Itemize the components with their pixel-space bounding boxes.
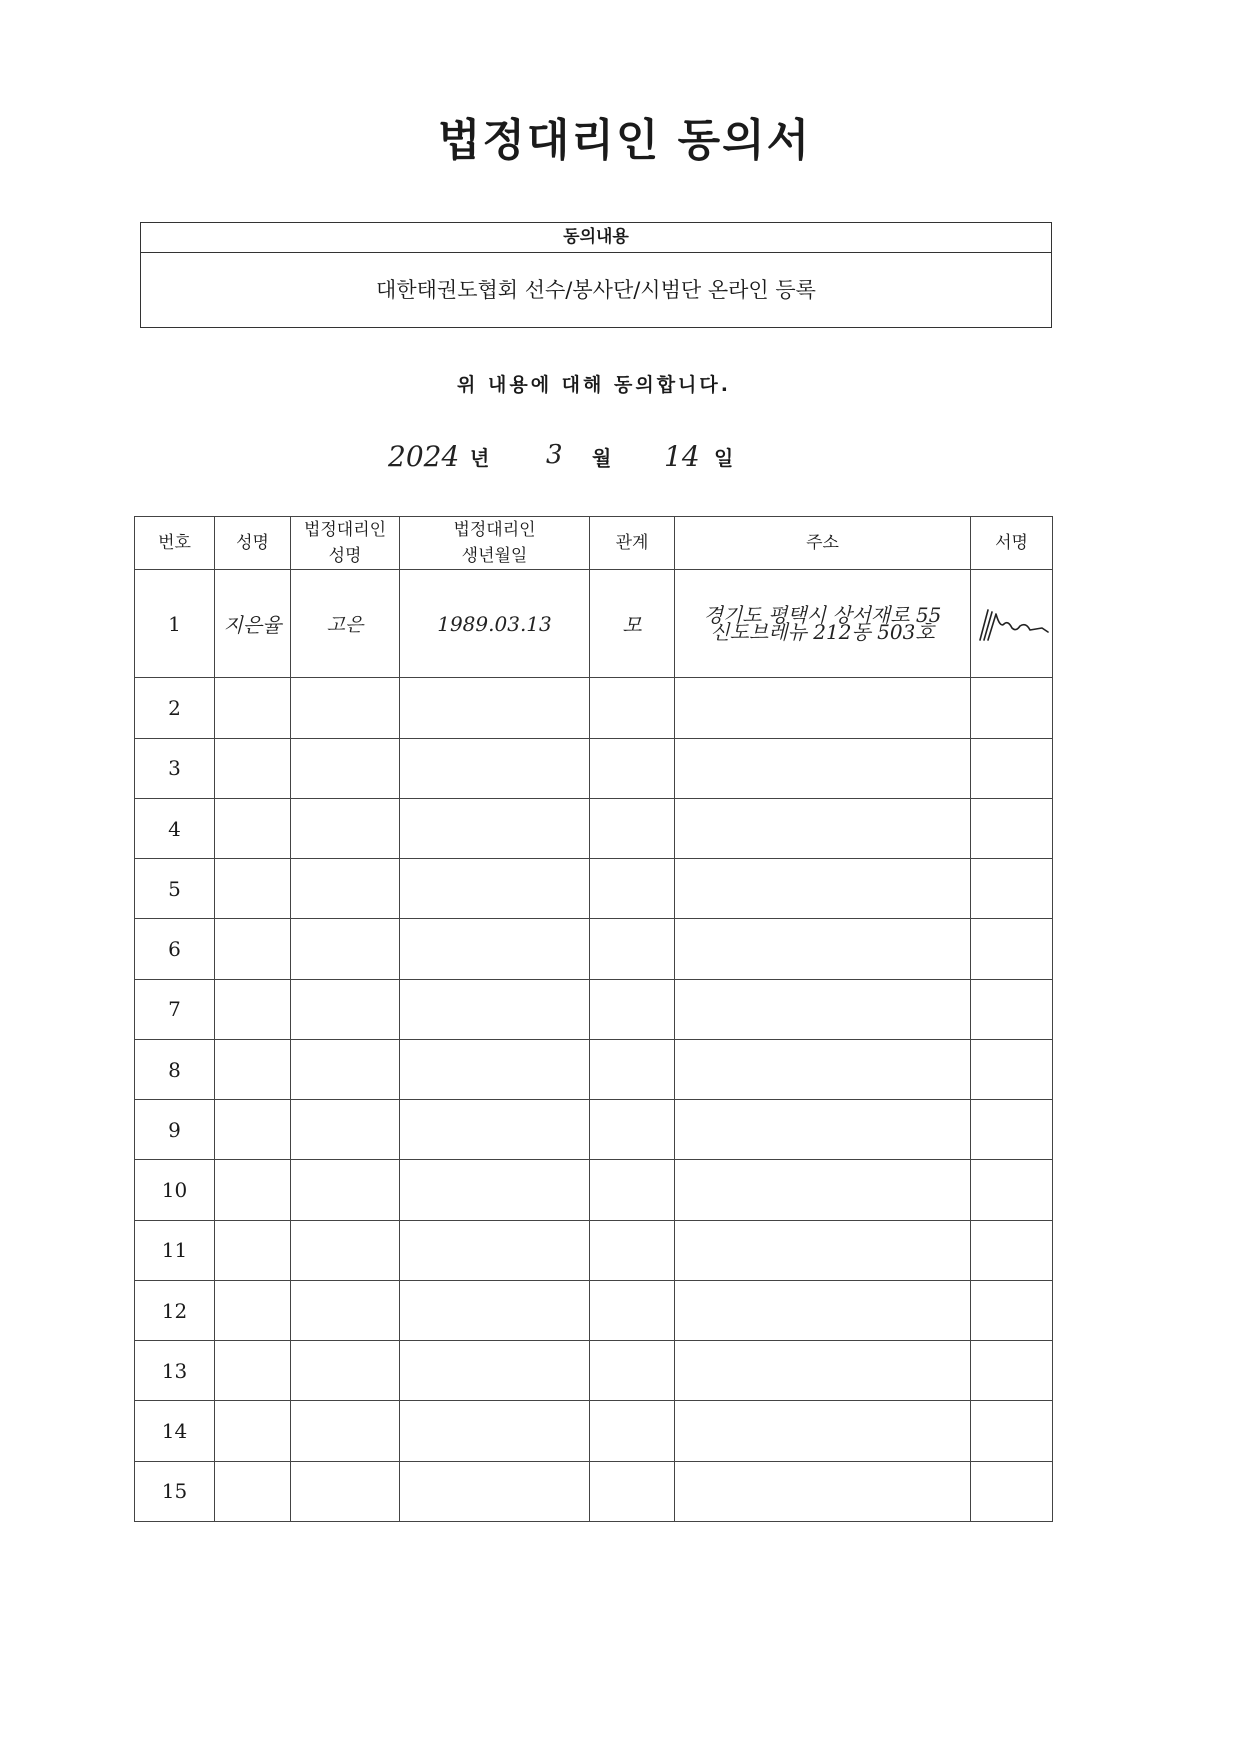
row-name <box>215 979 291 1039</box>
row-name <box>215 1280 291 1340</box>
row-address-line1: 경기도 평택시 상서재로 55 <box>703 602 942 627</box>
row-name <box>215 678 291 738</box>
row-signature <box>971 1461 1053 1521</box>
table-row <box>135 798 1053 858</box>
table-row <box>135 1401 1053 1461</box>
row-number: 14 <box>135 1401 215 1461</box>
header-guardian-name <box>291 517 400 570</box>
row-signature <box>971 1039 1053 1099</box>
table-row <box>135 678 1053 738</box>
row-name <box>215 798 291 858</box>
row-relation <box>590 919 675 979</box>
header-signature: 서명 <box>971 517 1053 570</box>
header-address: 주소 <box>675 517 971 570</box>
header-guardian-birth <box>400 517 590 570</box>
consent-box <box>140 222 1052 328</box>
row-guardian-name <box>291 798 400 858</box>
row-address <box>675 1401 971 1461</box>
date-year-label: 년 <box>470 446 490 470</box>
row-guardian-birth <box>400 1100 590 1160</box>
row-guardian-name <box>291 1100 400 1160</box>
header-relation: 관계 <box>590 517 675 570</box>
row-guardian-name: 고은 <box>291 570 400 678</box>
table-row <box>135 1039 1053 1099</box>
row-relation <box>590 1160 675 1220</box>
row-signature <box>971 979 1053 1039</box>
row-guardian-birth <box>400 1039 590 1099</box>
row-relation <box>590 979 675 1039</box>
table-row <box>135 738 1053 798</box>
row-relation: 모 <box>590 570 675 678</box>
row-number: 15 <box>135 1461 215 1521</box>
row-signature <box>971 678 1053 738</box>
row-number: 7 <box>135 979 215 1039</box>
row-signature <box>971 919 1053 979</box>
row-address <box>675 859 971 919</box>
row-number: 13 <box>135 1341 215 1401</box>
row-number: 1 <box>135 570 215 678</box>
date-day: 14 <box>664 440 700 473</box>
row-guardian-birth <box>400 738 590 798</box>
handwritten-signature <box>974 602 1050 646</box>
row-signature <box>971 738 1053 798</box>
row-guardian-name <box>291 979 400 1039</box>
row-guardian-birth: 1989.03.13 <box>400 570 590 678</box>
row-guardian-name <box>291 678 400 738</box>
row-name <box>215 1039 291 1099</box>
row-address <box>675 738 971 798</box>
row-name <box>215 1100 291 1160</box>
date-month: 3 <box>546 440 563 470</box>
date-year: 2024 <box>388 440 460 473</box>
row-guardian-name <box>291 1401 400 1461</box>
header-guardian-name-line2: 성명 <box>328 546 362 566</box>
row-relation <box>590 1220 675 1280</box>
agree-statement: 위 내용에 대해 동의합니다. <box>457 374 731 396</box>
row-number: 11 <box>135 1220 215 1280</box>
row-guardian-birth <box>400 1280 590 1340</box>
row-address <box>675 1280 971 1340</box>
header-no: 번호 <box>135 517 215 570</box>
row-signature <box>971 859 1053 919</box>
table-header-row <box>135 517 1053 570</box>
document-title: 법정대리인 동의서 <box>437 115 812 166</box>
row-signature <box>971 1341 1053 1401</box>
row-address <box>675 1220 971 1280</box>
row-relation <box>590 1401 675 1461</box>
row-guardian-name <box>291 1341 400 1401</box>
row-guardian-birth <box>400 678 590 738</box>
table-row <box>135 979 1053 1039</box>
table-row <box>135 919 1053 979</box>
row-address <box>675 1461 971 1521</box>
row-name: 지은율 <box>215 570 291 678</box>
row-signature <box>971 1100 1053 1160</box>
row-relation <box>590 678 675 738</box>
row-guardian-birth <box>400 1341 590 1401</box>
row-guardian-birth <box>400 859 590 919</box>
table-row <box>135 1461 1053 1521</box>
table-row <box>135 1220 1053 1280</box>
row-guardian-birth <box>400 1461 590 1521</box>
header-name: 성명 <box>215 517 291 570</box>
row-guardian-name <box>291 1160 400 1220</box>
row-address <box>675 1160 971 1220</box>
row-name <box>215 919 291 979</box>
row-name <box>215 1401 291 1461</box>
row-guardian-birth <box>400 919 590 979</box>
row-relation <box>590 1280 675 1340</box>
row-guardian-name <box>291 738 400 798</box>
row-guardian-birth <box>400 979 590 1039</box>
row-relation <box>590 1341 675 1401</box>
row-name <box>215 1461 291 1521</box>
row-address <box>675 919 971 979</box>
table-row <box>135 1100 1053 1160</box>
row-guardian-birth <box>400 1401 590 1461</box>
row-address <box>675 798 971 858</box>
table-row <box>135 1160 1053 1220</box>
row-guardian-birth <box>400 1220 590 1280</box>
header-guardian-birth-line1: 법정대리인 <box>453 520 536 540</box>
row-address <box>675 1039 971 1099</box>
row-address-line2: 신도브레뉴 212동 503호 <box>710 619 935 644</box>
row-signature <box>971 1401 1053 1461</box>
row-guardian-birth <box>400 1160 590 1220</box>
row-relation <box>590 1461 675 1521</box>
row-number: 5 <box>135 859 215 919</box>
row-address <box>675 678 971 738</box>
consent-body: 대한태권도협회 선수/봉사단/시범단 온라인 등록 <box>376 278 816 302</box>
row-signature <box>971 1160 1053 1220</box>
row-relation <box>590 1100 675 1160</box>
row-guardian-name <box>291 1039 400 1099</box>
row-number: 9 <box>135 1100 215 1160</box>
table-row <box>135 1280 1053 1340</box>
table-row <box>135 859 1053 919</box>
row-guardian-name <box>291 919 400 979</box>
header-guardian-birth-line2: 생년월일 <box>461 546 528 566</box>
row-relation <box>590 738 675 798</box>
row-guardian-name <box>291 859 400 919</box>
row-name <box>215 1220 291 1280</box>
row-relation <box>590 798 675 858</box>
row-guardian-name <box>291 1220 400 1280</box>
row-number: 2 <box>135 678 215 738</box>
row-address <box>675 1341 971 1401</box>
date-row <box>0 436 1249 476</box>
row-relation <box>590 859 675 919</box>
row-signature <box>971 1220 1053 1280</box>
row-number: 3 <box>135 738 215 798</box>
row-guardian-birth <box>400 798 590 858</box>
table-row <box>135 1341 1053 1401</box>
row-number: 8 <box>135 1039 215 1099</box>
row-number: 12 <box>135 1280 215 1340</box>
row-signature <box>971 1280 1053 1340</box>
row-guardian-name <box>291 1461 400 1521</box>
row-name <box>215 1341 291 1401</box>
row-number: 4 <box>135 798 215 858</box>
consent-header: 동의내용 <box>141 223 1051 253</box>
row-name <box>215 859 291 919</box>
row-address <box>675 570 971 678</box>
row-number: 10 <box>135 1160 215 1220</box>
date-day-label: 일 <box>714 446 734 470</box>
header-guardian-name-line1: 법정대리인 <box>303 520 387 540</box>
guardian-table <box>134 516 1053 1522</box>
table-row <box>135 570 1053 678</box>
row-signature <box>971 798 1053 858</box>
row-signature <box>971 570 1053 678</box>
row-address <box>675 979 971 1039</box>
row-guardian-name <box>291 1280 400 1340</box>
row-address <box>675 1100 971 1160</box>
date-month-label: 월 <box>592 446 612 470</box>
row-relation <box>590 1039 675 1099</box>
row-number: 6 <box>135 919 215 979</box>
row-name <box>215 738 291 798</box>
row-name <box>215 1160 291 1220</box>
